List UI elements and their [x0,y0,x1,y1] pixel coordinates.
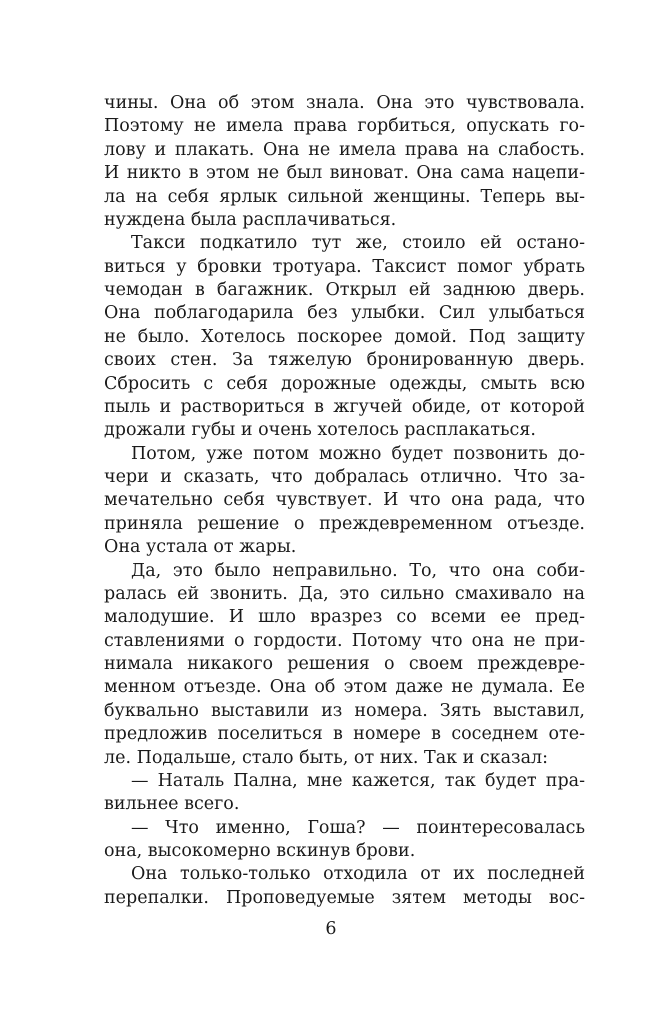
text-line: Потом, уже потом можно будет позвонить до- [131,443,585,464]
text-line: она, высокомерно вскинув брови. [104,841,416,861]
text-line: пыль и раствориться в жгучей обиде, от которой [104,396,585,417]
text-line: нуждена была расплачиваться. [104,209,397,230]
text-line: дрожали губы и очень хотелось расплакаться. [104,420,536,441]
text-line: Поэтому не имела права горбиться, опускать го- [104,116,585,137]
text-line: ле. Подальше, стало быть, от них. Так и сказал: [104,747,549,768]
text-line: нимала никакого решения о своем преждевре- [104,654,585,674]
text-line: чины. Она об этом знала. Она это чувствовала. [104,93,585,113]
text-line: Она поблагодарила без улыбки. Сил улыбаться [104,303,585,324]
text-line: менном отъезде. Она об этом даже не думала. Ее [104,677,585,698]
text-line: чери и сказать, что добралась отлично. Что за- [104,467,585,487]
text-line: малодушие. И шло вразрез со всеми ее пред- [104,607,585,628]
text-line: Она только-только отходила от их последней [131,864,585,885]
page-number: 6 [325,919,337,939]
dialogue-line: — Что именно, Гоша? — поинтересовалась [131,817,585,838]
text-line: предложив поселиться в номере в соседнем оте- [104,724,585,745]
text-line: вильнее всего. [104,794,240,815]
text-line: приняла решение о преждевременном отъезде. [104,513,585,534]
text-line: ставлениями о гордости. Потому что она не при- [104,630,585,651]
text-line: мечательно себя чувствует. И что она рада, что [104,490,585,511]
text-line: чемодан в багажник. Открыл ей заднюю дверь. [104,280,585,300]
text-line: буквально выставили из номера. Зять выставил, [104,700,585,721]
text-line: И никто в этом не был виноват. Она сама нацепи- [104,163,585,184]
text-line: ралась ей звонить. Да, это сильно смахивало на [104,583,585,604]
text-line: Да, это было неправильно. То, что она соби- [131,560,585,581]
page-body [104,92,585,910]
text-line: перепалки. Проповедуемые зятем методы вос- [104,887,585,908]
text-line: Она устала от жары. [104,537,297,558]
dialogue-line: — Наталь Пална, мне кажется, так будет пра- [131,770,585,791]
text-line: виться у бровки тротуара. Таксист помог убрать [104,256,585,277]
text-line: Такси подкатило тут же, стоило ей остано- [131,233,585,254]
text-line: своих стен. За тяжелую бронированную дверь. [104,350,585,371]
text-line: Сбросить с себя дорожные одежды, смыть всю [104,373,585,394]
text-line: лову и плакать. Она не имела права на слабость. [104,139,585,160]
text-line: ла на себя ярлык сильной женщины. Теперь вы- [104,186,585,207]
text-line: не было. Хотелось поскорее домой. Под защиту [104,326,585,347]
